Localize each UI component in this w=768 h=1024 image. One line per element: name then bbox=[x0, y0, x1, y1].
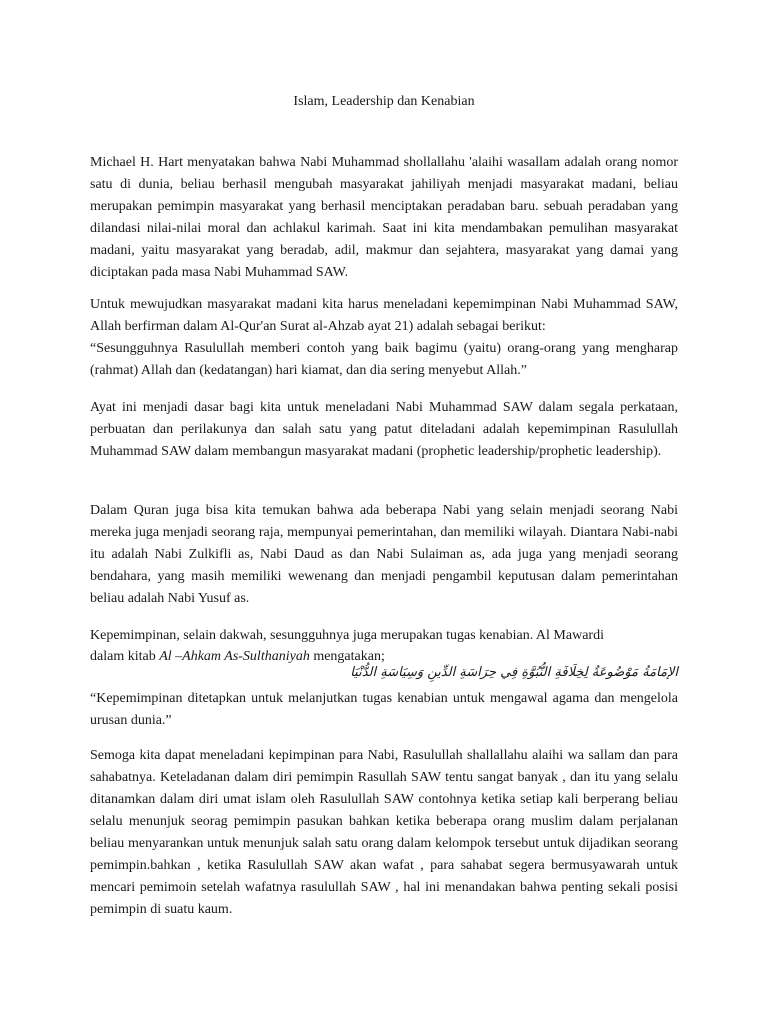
arabic-quote: الإمَامَةُ مَوْضُوعَةٌ لِخِلَافَةِ النُّبُوَّةِ فِي حِرَاسَةِ الدِّينِ وَسِيَاسَةِ الدُّنْيَا bbox=[350, 665, 678, 680]
document-title: Islam, Leadership dan Kenabian bbox=[293, 94, 475, 109]
text-after-book: mengatakan; bbox=[309, 649, 385, 664]
paragraph-6: Semoga kita dapat meneladani kepimpinan para Nabi, Rasulullah shallallahu alaihi wa sallam dan para sahabatnya. Keteladanan dalam diri pemimpin Rasullah SAW tentu sangat banyak , dan itu yang selalu ditanamkan dalam diri umat islam oleh Rasulullah SAW contohnya ketika setiap kali berperang beliau selalu menunjuk seorag pemimpin pasukan bahkan ketika beberapa orang muslim dalam perjalanan beliau menyarankan untuk menunjuk salah satu orang dalam kelompok tersebut untuk dijadikan seorang pemimpin.bahkan , ketika Rasulullah SAW akan wafat , para sahabat segera bermusyawarah untuk mencari pemimoin setelah wafatnya rasulullah SAW , hal ini menandakan bahwa penting sekali posisi pemimpin di suatu kaum. bbox=[90, 748, 678, 917]
paragraph-5-translation: “Kepemimpinan ditetapkan untuk melanjutkan tugas kenabian untuk mengawal agama dan mengelola urusan dunia.” bbox=[90, 691, 678, 728]
paragraph-2-intro: Untuk mewujudkan masyarakat madani kita harus meneladani kepemimpinan Nabi Muhammad SAW, Allah berfirman dalam Al-Qur'an Surat al-Ahzab ayat 21) adalah sebagai berikut: bbox=[90, 297, 678, 334]
book-title: Al –Ahkam As-Sulthaniyah bbox=[159, 649, 310, 664]
paragraph-2-quote: “Sesungguhnya Rasulullah memberi contoh yang baik bagimu (yaitu) orang-orang yang mengharap (rahmat) Allah dan (kedatangan) hari kiamat, dan dia sering menyebut Allah.” bbox=[90, 341, 678, 378]
text-before-book: dalam kitab bbox=[90, 649, 160, 664]
paragraph-5-line-1: Kepemimpinan, selain dakwah, sesungguhnya juga merupakan tugas kenabian. Al Mawardi bbox=[90, 628, 604, 643]
paragraph-3: Ayat ini menjadi dasar bagi kita untuk meneladani Nabi Muhammad SAW dalam segala perkataan, perbuatan dan perilakunya dan salah satu yang patut diteladani adalah kepemimpinan Rasulullah Muhammad SAW dalam membangun masyarakat madani (prophetic leadership/prophetic leadership). bbox=[90, 400, 678, 459]
paragraph-1: Michael H. Hart menyatakan bahwa Nabi Muhammad shollallahu 'alaihi wasallam adalah orang nomor satu di dunia, beliau berhasil mengubah masyarakat jahiliyah menjadi masyarakat madani, beliau merupakan pemimpin masyarakat yang berhasil menciptakan peradaban baru. sebuah peradaban yang dilandasi nilai-nilai moral dan achlakul karimah. Saat ini kita mendambakan pemulihan masyarakat madani, yaitu masyarakat yang beradab, adil, makmur dan sejahtera, masyarakat yang damai yang diciptakan pada masa Nabi Muhammad SAW. bbox=[90, 155, 678, 280]
paragraph-4: Dalam Quran juga bisa kita temukan bahwa ada beberapa Nabi yang selain menjadi seorang Nabi mereka juga menjadi seorang raja, mempunyai pemerintahan, dan memiliki wilayah. Diantara Nabi-nabi itu adalah Nabi Zulkifli as, Nabi Daud as dan Nabi Sulaiman as, ada juga yang menjadi seorang bendahara, yang masih memiliki wewenang dan menjadi pengambil keputusan dalam pemerintahan beliau adalah Nabi Yusuf as. bbox=[90, 503, 678, 606]
